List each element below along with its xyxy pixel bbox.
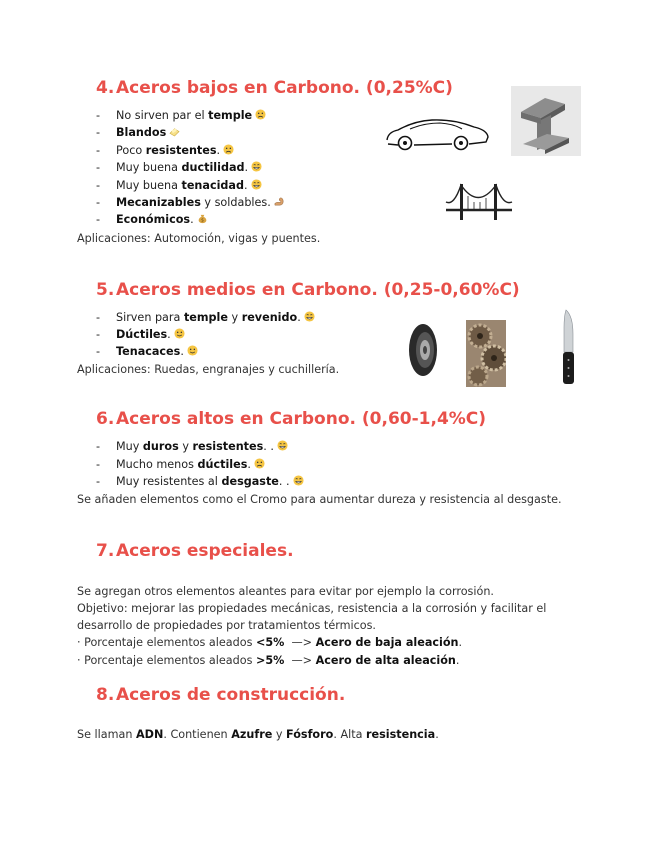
arm-icon xyxy=(274,196,285,207)
list-item: - Sirven para temple y revenido. xyxy=(96,309,315,326)
section-number: 6. xyxy=(96,409,115,429)
section-title: Aceros especiales. xyxy=(116,541,294,561)
list-item: - Tenacaces. xyxy=(96,343,198,360)
svg-text:$: $ xyxy=(200,218,204,224)
paragraph-line: Objetivo: mejorar las propiedades mecánicas, resistencia a la corrosión y facilitar el xyxy=(77,602,547,615)
list-item: - Blandos xyxy=(96,124,180,141)
list-item: - Muy buena tenacidad. xyxy=(96,177,262,194)
grin-face-icon xyxy=(304,311,315,322)
grin-face-icon xyxy=(293,475,304,486)
money-bag-icon xyxy=(197,213,208,224)
list-item: - Mecanizables y soldables. xyxy=(96,194,285,211)
section-number: 4. xyxy=(96,78,115,98)
steel-beam-image xyxy=(511,86,581,156)
section-6-note: Se añaden elementos como el Cromo para aumentar dureza y resistencia al desgaste. xyxy=(77,493,562,506)
paragraph-line: desarrollo de propiedades por tratamientos térmicos. xyxy=(77,619,376,632)
sad-face-icon xyxy=(254,458,265,469)
list-item: - Mucho menos dúctiles. xyxy=(96,456,265,473)
section-title: Aceros altos en Carbono. (0,60-1,4%C) xyxy=(116,409,487,429)
sad-face-icon xyxy=(223,144,234,155)
section-8-heading xyxy=(96,685,345,705)
list-item: - Muy buena ductilidad. xyxy=(96,159,262,176)
section-title: Aceros de construcción. xyxy=(116,685,346,705)
applications-text: Aplicaciones: Automoción, vigas y puentes. xyxy=(77,232,321,245)
car-sketch-image xyxy=(384,112,490,154)
wheel-image xyxy=(405,322,441,378)
gears-image xyxy=(466,320,506,387)
list-item: - No sirven par el temple xyxy=(96,107,266,124)
list-item: - Muy resistentes al desgaste. . xyxy=(96,473,304,490)
paragraph-line: Se agregan otros elementos aleantes para evitar por ejemplo la corrosión. xyxy=(77,585,494,598)
butter-icon xyxy=(169,126,180,137)
bridge-icon-image xyxy=(444,180,514,222)
grin-face-icon xyxy=(277,440,288,451)
section-title: Aceros bajos en Carbono. (0,25%C) xyxy=(116,78,453,98)
grin-face-icon xyxy=(251,179,262,190)
section-number: 7. xyxy=(96,541,115,561)
section-5-heading xyxy=(96,280,520,300)
list-item: - Muy duros y resistentes. . xyxy=(96,438,288,455)
alloy-low-line: · Porcentaje elementos aleados <5% —> Acero de baja aleación. xyxy=(77,636,463,649)
section-number: 8. xyxy=(96,685,115,705)
list-item: - Económicos. $ xyxy=(96,211,208,228)
construction-text: Se llaman ADN. Contienen Azufre y Fósforo. Alta resistencia. xyxy=(77,728,439,741)
knife-image xyxy=(557,308,579,386)
grin-face-icon xyxy=(251,161,262,172)
smile-face-icon xyxy=(174,328,185,339)
section-7-heading xyxy=(96,541,294,561)
applications-text: Aplicaciones: Ruedas, engranajes y cuchillería. xyxy=(77,363,340,376)
section-6-heading xyxy=(96,409,486,429)
section-number: 5. xyxy=(96,280,115,300)
section-title: Aceros medios en Carbono. (0,25-0,60%C) xyxy=(116,280,520,300)
alloy-high-line: · Porcentaje elementos aleados >5% —> Acero de alta aleación. xyxy=(77,654,460,667)
section-4-heading xyxy=(96,78,453,98)
list-item: - Poco resistentes. xyxy=(96,142,234,159)
smile-face-icon xyxy=(187,345,198,356)
list-item: - Dúctiles. xyxy=(96,326,185,343)
sad-face-icon xyxy=(255,109,266,120)
